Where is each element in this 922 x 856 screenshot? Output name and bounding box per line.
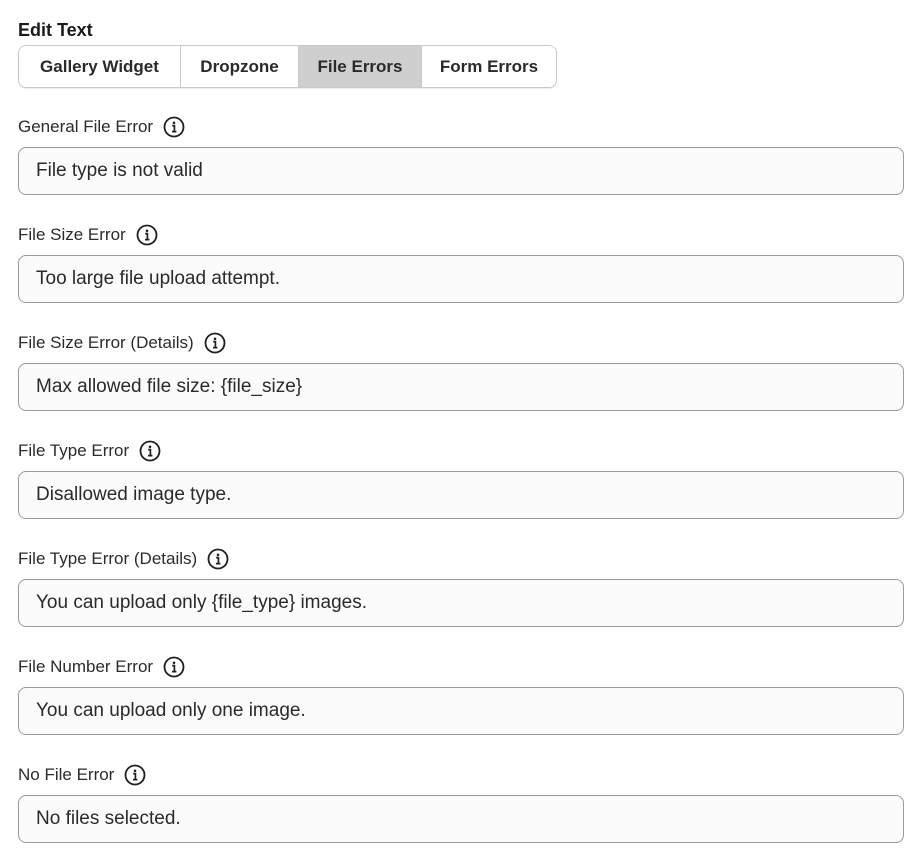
no-file-error-input[interactable]: [18, 795, 904, 843]
tab-form-errors[interactable]: Form Errors: [422, 46, 556, 87]
field-label: File Number Error: [18, 657, 154, 676]
field-label: File Type Error (Details): [18, 549, 198, 568]
info-circle-icon[interactable]: [124, 764, 146, 786]
info-circle-icon[interactable]: [163, 116, 185, 138]
panel-title: Edit Text: [18, 20, 93, 40]
file-size-error-input[interactable]: [18, 255, 904, 303]
field-label: No File Error: [18, 765, 115, 784]
tab-dropzone[interactable]: Dropzone: [181, 46, 299, 87]
field-label: File Size Error: [18, 225, 126, 244]
field-label: File Type Error: [18, 441, 130, 460]
file-number-error-input[interactable]: [18, 687, 904, 735]
tab-gallery-widget[interactable]: Gallery Widget: [19, 46, 181, 87]
file-size-error-details-input[interactable]: [18, 363, 904, 411]
field-file-type-error: [18, 439, 904, 519]
info-circle-icon[interactable]: [204, 332, 226, 354]
field-general-file-error: [18, 115, 904, 195]
tab-file-errors[interactable]: File Errors: [299, 46, 422, 87]
info-circle-icon[interactable]: [139, 440, 161, 462]
field-file-type-error-details: [18, 547, 904, 627]
tab-bar: [18, 45, 557, 88]
field-no-file-error: [18, 763, 904, 843]
file-type-error-details-input[interactable]: [18, 579, 904, 627]
field-file-size-error-details: [18, 331, 904, 411]
info-circle-icon[interactable]: [136, 224, 158, 246]
edit-text-panel: [18, 18, 904, 784]
field-file-size-error: [18, 223, 904, 303]
field-label: General File Error: [18, 117, 154, 136]
field-file-number-error: [18, 655, 904, 735]
info-circle-icon[interactable]: [207, 548, 229, 570]
general-file-error-input[interactable]: [18, 147, 904, 195]
file-type-error-input[interactable]: [18, 471, 904, 519]
field-label: File Size Error (Details): [18, 333, 194, 352]
info-circle-icon[interactable]: [163, 656, 185, 678]
